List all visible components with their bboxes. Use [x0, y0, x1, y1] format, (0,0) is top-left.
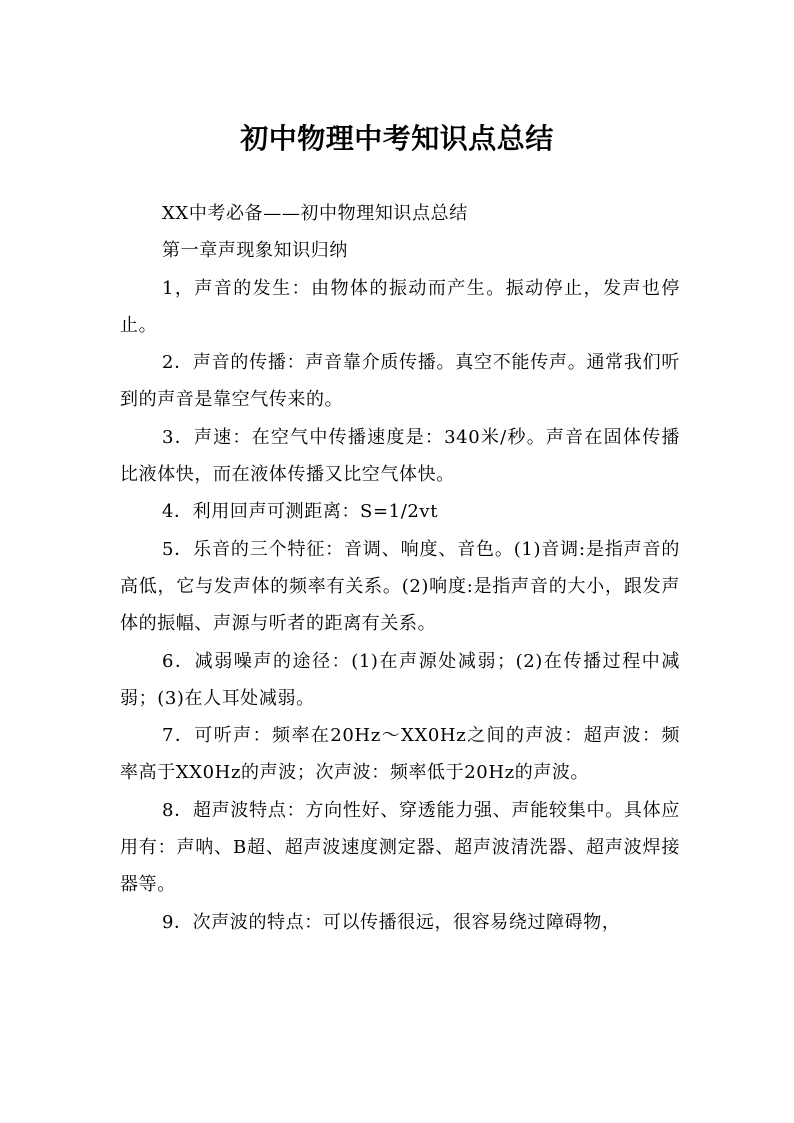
paragraph-item-8: 8．超声波特点：方向性好、穿透能力强、声能较集中。具体应用有：声呐、B超、超声波速度测定器、超声波清洗器、超声波焊接器等。 [120, 799, 680, 896]
paragraph-item-1: 1，声音的发生：由物体的振动而产生。振动停止，发声也停止。 [120, 277, 680, 336]
paragraph-intro: XX中考必备——初中物理知识点总结 [162, 203, 468, 224]
paragraph-item-3: 3．声速：在空气中传播速度是：340米/秒。声音在固体传播比液体快，而在液体传播又比空气体快。 [120, 426, 680, 486]
paragraph-item-7: 7．可听声：频率在20Hz～XX0Hz之间的声波：超声波：频率高于XX0Hz的声波；次声波：频率低于20Hz的声波。 [120, 725, 680, 784]
paragraph-item-5: 5．乐音的三个特征：音调、响度、音色。(1)音调:是指声音的高低，它与发声体的频率有关系。(2)响度:是指声音的大小，跟发声体的振幅、声源与听者的距离有关系。 [120, 538, 680, 635]
paragraph-item-2: 2．声音的传播：声音靠介质传播。真空不能传声。通常我们听到的声音是靠空气传来的。 [120, 352, 680, 411]
paragraph-chapter-heading: 第一章声现象知识归纳 [162, 240, 348, 262]
paragraph-item-9: 9．次声波的特点：可以传播很远，很容易绕过障碍物， [162, 911, 621, 933]
document-body [120, 195, 680, 941]
paragraph-item-4: 4．利用回声可测距离：S=1/2vt [162, 501, 439, 523]
document-title: 初中物理中考知识点总结 [240, 121, 554, 155]
paragraph-item-6: 6．减弱噪声的途径：(1)在声源处减弱；(2)在传播过程中减弱；(3)在人耳处减弱。 [120, 650, 680, 709]
